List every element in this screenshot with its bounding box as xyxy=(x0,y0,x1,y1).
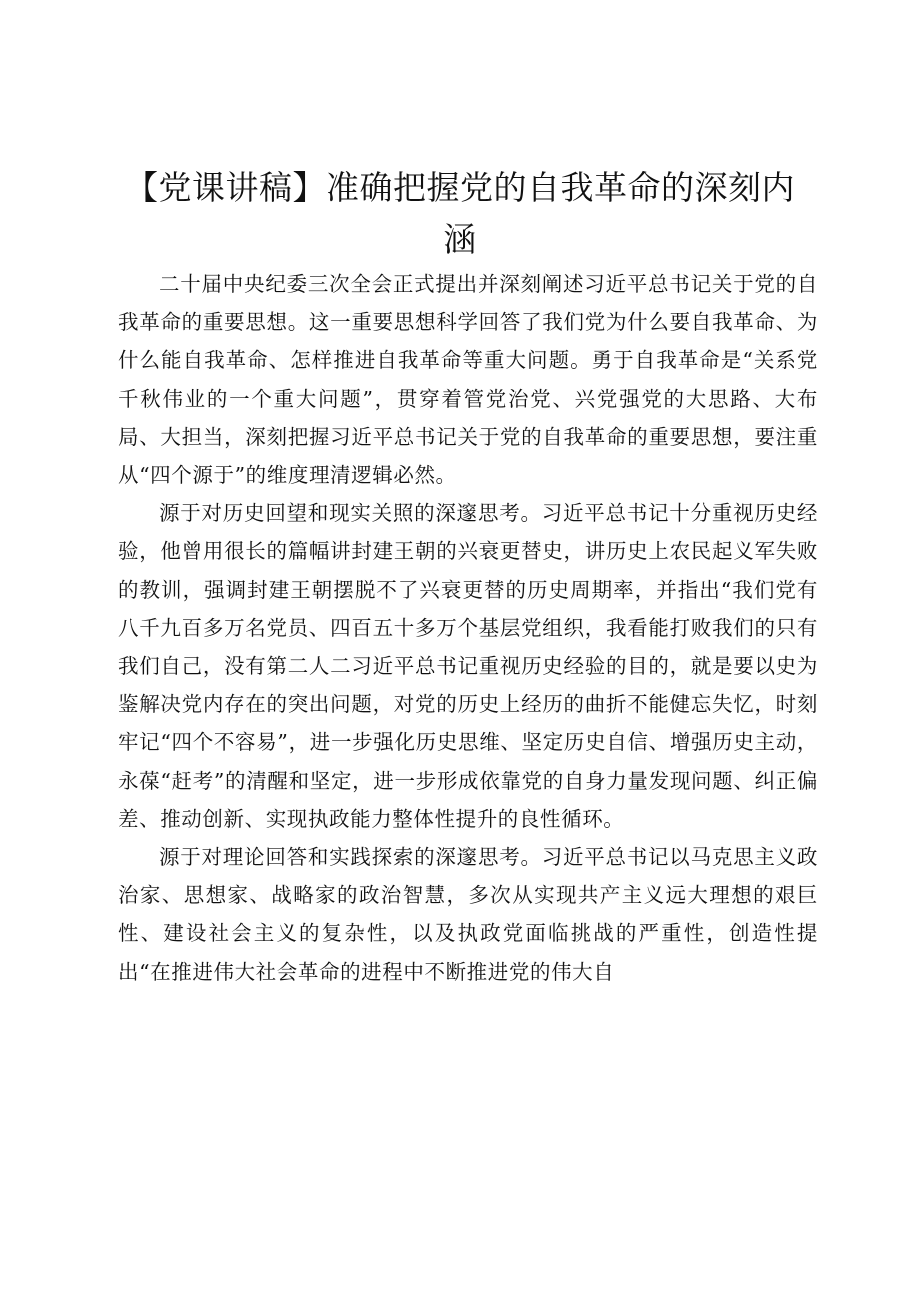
paragraph-intro: 二十届中央纪委三次全会正式提出并深刻阐述习近平总书记关于党的自我革命的重要思想。这一重要思想科学回答了我们党为什么要自我革命、为什么能自我革命、怎样推进自我革命等重大问题。勇于自我革命是“关系党千秋伟业的一个重大问题”，贯穿着管党治党、兴党强党的大思路、大布局、大担当，深刻把握习近平总书记关于党的自我革命的重要思想，要注重从“四个源于”的维度理清逻辑必然。 xyxy=(118,272,818,488)
document-title: 【党课讲稿】准确把握党的自我革命的深刻内涵 xyxy=(125,168,795,259)
paragraph-history: 源于对历史回望和现实关照的深邃思考。习近平总书记十分重视历史经验，他曾用很长的篇幅讲封建王朝的兴衰更替史，讲历史上农民起义军失败的教训，强调封建王朝摆脱不了兴衰更替的历史周期率，并指出“我们党有八千九百多万名党员、四百五十多万个基层党组织，我看能打败我们的只有我们自己，没有第二人二习近平总书记重视历史经验的目的，就是要以史为鉴解决党内存在的突出问题，对党的历史上经历的曲折不能健忘失忆，时刻牢记“四个不容易”，进一步强化历史思维、坚定历史自信、增强历史主动，永葆“赶考”的清醒和坚定，进一步形成依靠党的自身力量发现问题、纠正偏差、推动创新、实现执政能力整体性提升的良性循环。 xyxy=(118,501,818,831)
document-body xyxy=(118,265,818,991)
paragraph-theory: 源于对理论回答和实践探索的深邃思考。习近平总书记以马克思主义政治家、思想家、战略家的政治智慧，多次从实现共产主义远大理想的艰巨性、建设社会主义的复杂性，以及执政党面临挑战的严重性，创造性提出“在推进伟大社会革命的进程中不断推进党的伟大自 xyxy=(118,845,818,984)
